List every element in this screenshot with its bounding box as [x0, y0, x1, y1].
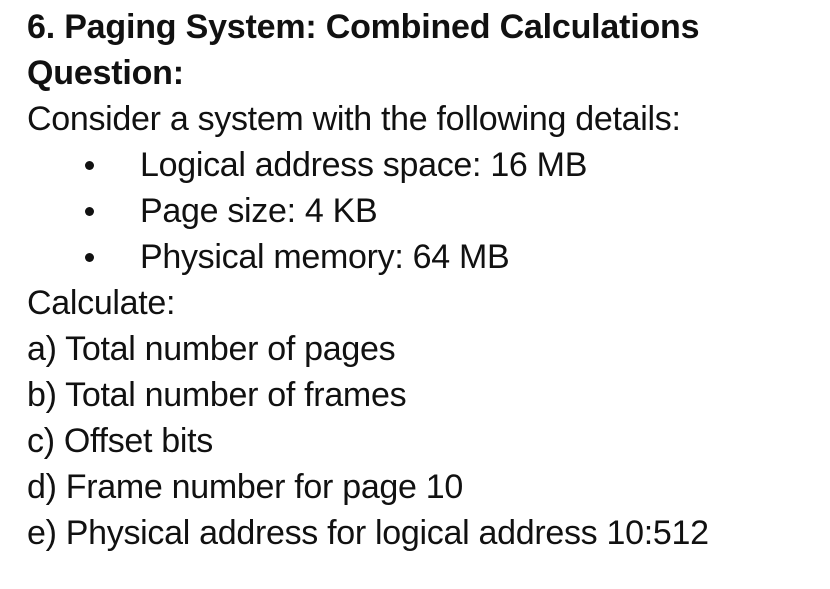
task-item: e) Physical address for logical address 10:512 [27, 514, 709, 552]
question-label: Question: [27, 54, 184, 92]
task-item: b) Total number of frames [27, 376, 407, 414]
detail-text: Physical memory: 64 MB [140, 238, 510, 276]
list-item [27, 188, 817, 234]
task-item: c) Offset bits [27, 422, 214, 460]
bullet-icon [85, 161, 94, 170]
details-list [27, 142, 817, 280]
bullet-icon [85, 207, 94, 216]
bullet-icon [85, 253, 94, 262]
list-item [27, 142, 817, 188]
task-item: d) Frame number for page 10 [27, 468, 464, 506]
detail-text: Logical address space: 16 MB [140, 146, 588, 184]
task-item: a) Total number of pages [27, 330, 396, 368]
intro-text: Consider a system with the following details: [27, 100, 681, 138]
detail-text: Page size: 4 KB [140, 192, 378, 230]
calculate-label: Calculate: [27, 284, 176, 322]
list-item [27, 234, 817, 280]
section-heading: 6. Paging System: Combined Calculations [27, 8, 700, 46]
document-body [27, 4, 817, 556]
